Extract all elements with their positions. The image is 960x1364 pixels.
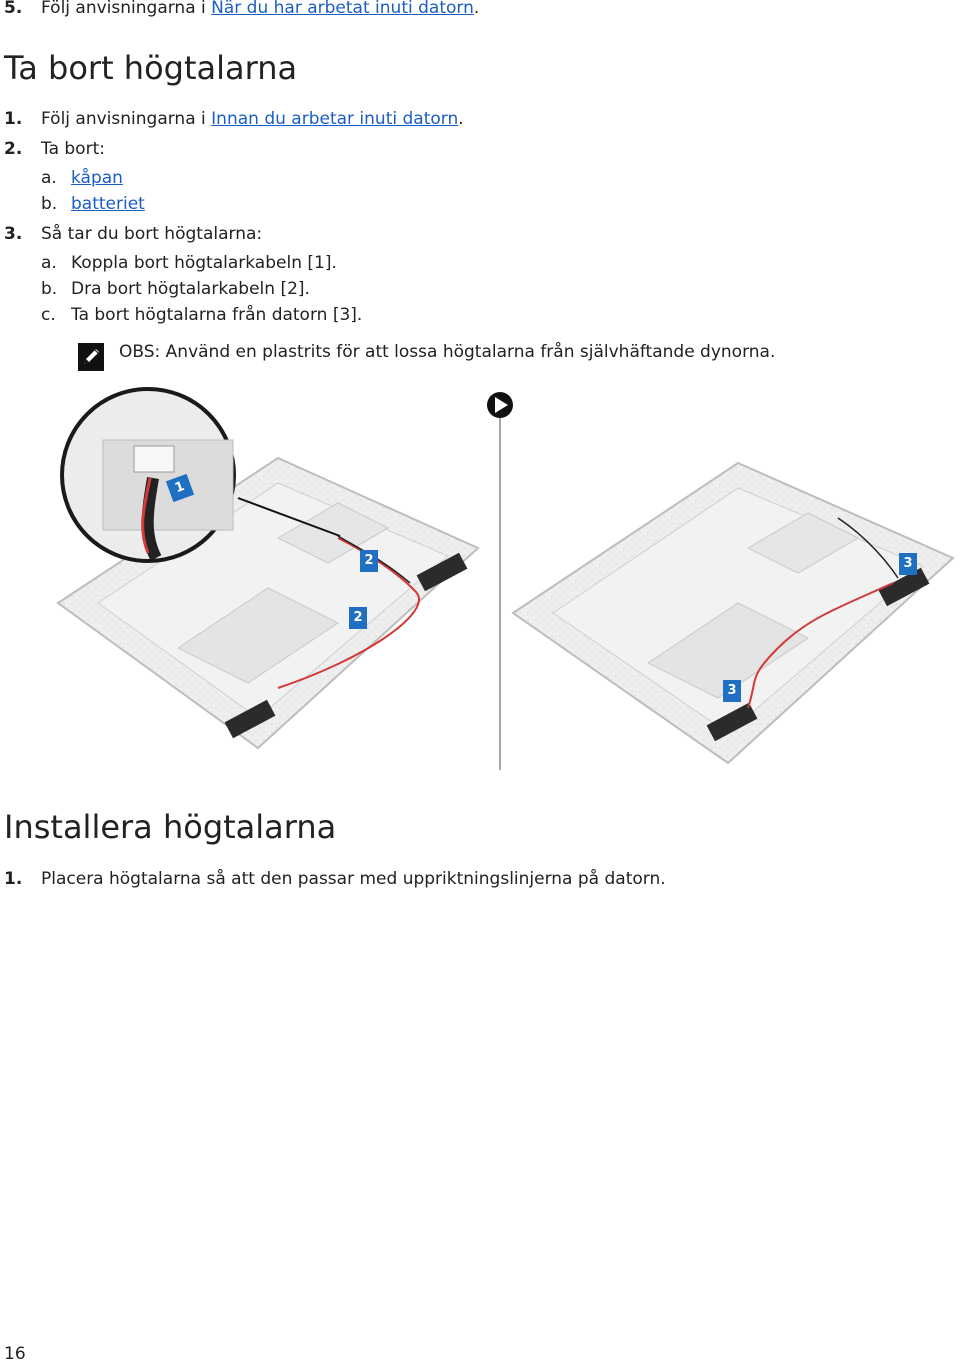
link-cover[interactable]: kåpan xyxy=(71,168,123,188)
section-title-install: Installera högtalarna xyxy=(4,808,337,846)
step-number: 2. xyxy=(4,139,23,159)
callout-1: 1 xyxy=(166,474,194,502)
step-suffix: . xyxy=(473,0,480,18)
step-number: 1. xyxy=(4,109,23,129)
substep-2a xyxy=(41,167,123,189)
step-suffix: . xyxy=(458,109,464,129)
link-battery[interactable]: batteriet xyxy=(71,194,145,214)
substep-3c xyxy=(41,304,363,326)
note-text: OBS: Använd en plastrits för att lossa högtalarna från självhäftande dynorna. xyxy=(119,342,776,362)
substep-letter: c. xyxy=(41,305,56,325)
next-step-icon xyxy=(487,392,513,418)
substep-text: Ta bort högtalarna från datorn [3]. xyxy=(71,305,363,325)
substep-2b xyxy=(41,193,145,215)
step-5 xyxy=(4,0,480,19)
speaker-removal-figure xyxy=(38,378,958,776)
callout-3a: 3 xyxy=(899,553,917,575)
substep-3a xyxy=(41,252,337,274)
substep-letter: a. xyxy=(41,253,57,273)
substep-letter: b. xyxy=(41,279,58,299)
page-number: 16 xyxy=(4,1344,26,1364)
step-number: 1. xyxy=(4,869,23,889)
link-before-working[interactable]: Innan du arbetar inuti datorn xyxy=(211,109,459,129)
substep-letter: b. xyxy=(41,194,58,214)
step-2 xyxy=(4,138,105,160)
step-number: 3. xyxy=(4,224,23,244)
install-step-1 xyxy=(4,868,666,890)
step-text: Placera högtalarna så att den passar med uppriktningslinjerna på datorn. xyxy=(41,869,666,889)
substep-text: Koppla bort högtalarkabeln [1]. xyxy=(71,253,337,273)
step-text: Följ anvisningarna i xyxy=(41,0,212,18)
callout-3b: 3 xyxy=(723,680,741,702)
step-text: Så tar du bort högtalarna: xyxy=(41,224,263,244)
substep-text: Dra bort högtalarkabeln [2]. xyxy=(71,279,310,299)
callout-2b: 2 xyxy=(349,607,367,629)
section-title-remove: Ta bort högtalarna xyxy=(4,49,298,87)
callout-2a: 2 xyxy=(360,550,378,572)
step-text: Följ anvisningarna i xyxy=(41,109,212,129)
step-3 xyxy=(4,223,263,245)
laptop-base-right xyxy=(513,463,953,763)
step-text: Ta bort: xyxy=(41,139,105,159)
step-1 xyxy=(4,108,464,130)
substep-3b xyxy=(41,278,310,300)
link-after-working[interactable]: När du har arbetat inuti datorn xyxy=(211,0,474,18)
substep-letter: a. xyxy=(41,168,57,188)
note-pencil-icon xyxy=(78,343,104,371)
step-number: 5. xyxy=(4,0,23,18)
